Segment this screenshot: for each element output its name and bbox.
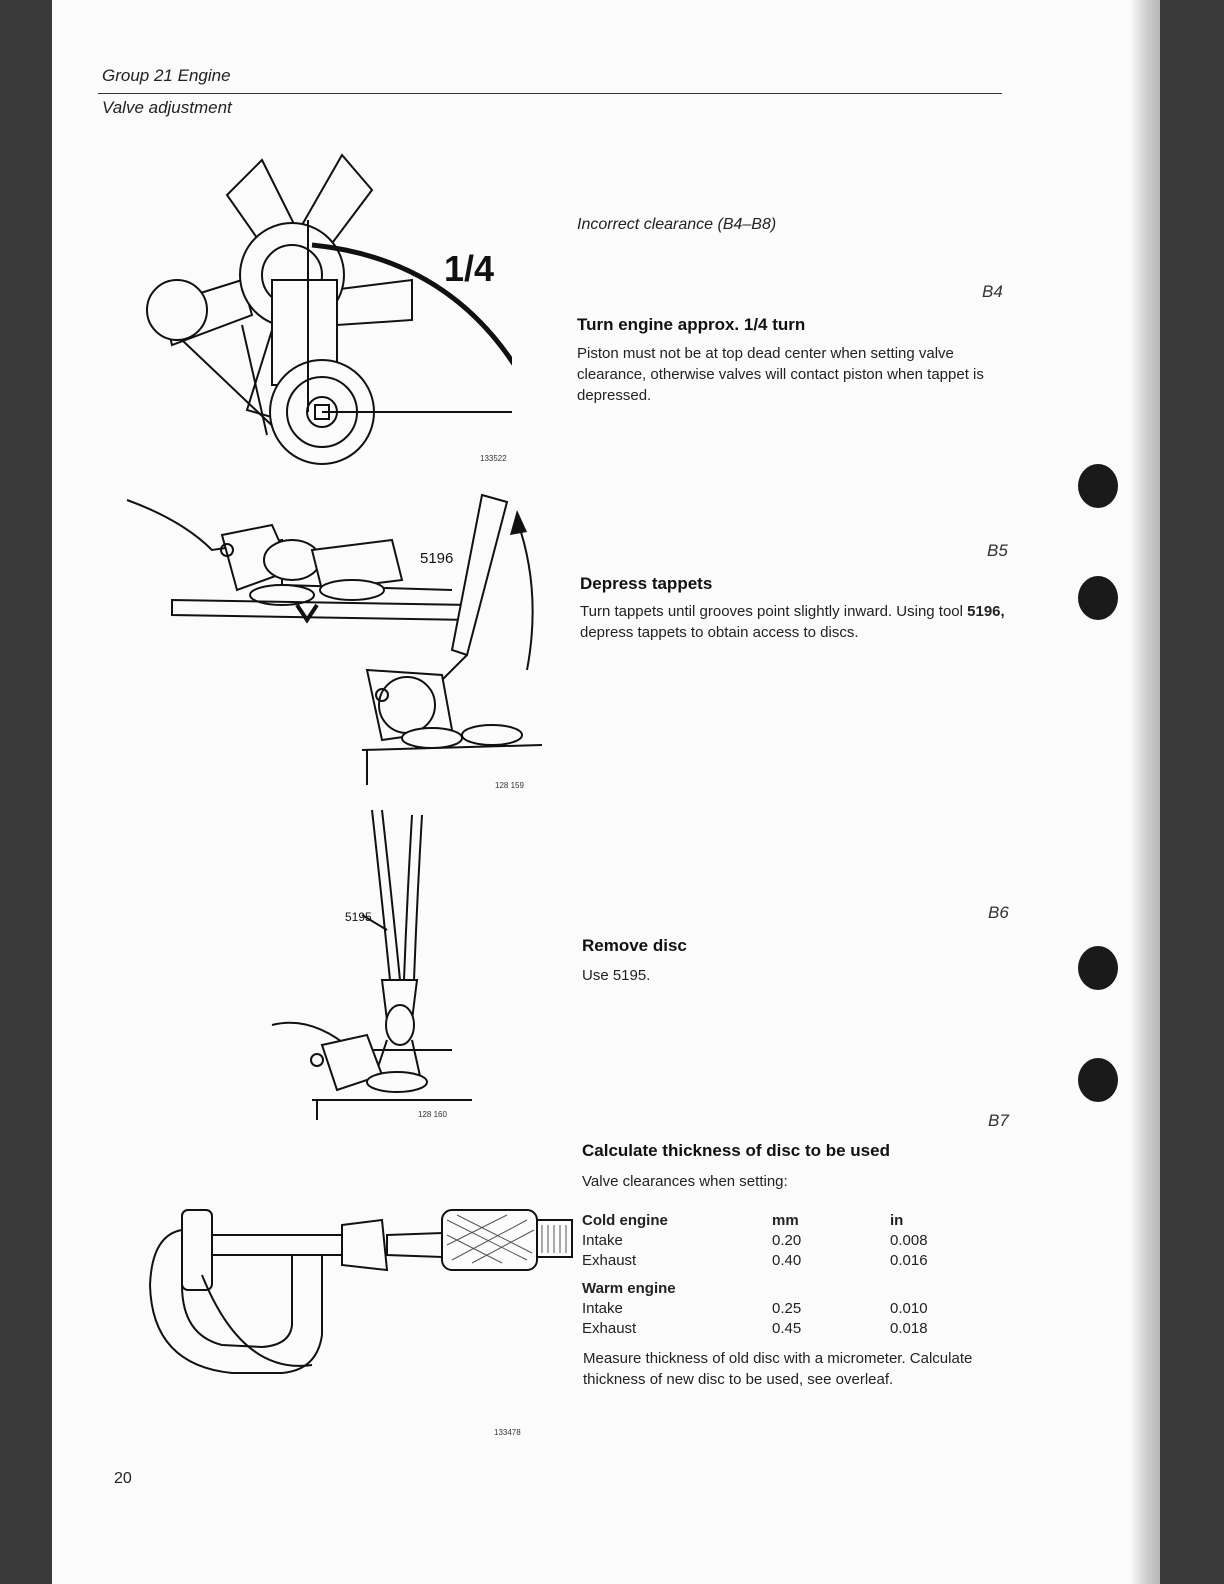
step-text-b5-part1: Turn tappets until grooves point slightly inward. Using tool (580, 603, 968, 620)
row-label: Intake (582, 1232, 623, 1249)
figure-code-b5: 128 159 (495, 781, 524, 790)
row-in: 0.016 (890, 1252, 928, 1269)
figure-code-b4: 133522 (480, 454, 507, 463)
figure-b4-fan-pulley (132, 150, 512, 470)
header-section-title: Valve adjustment (102, 98, 232, 117)
row-label: Exhaust (582, 1320, 637, 1337)
row-in: 0.018 (890, 1320, 928, 1337)
step-title-b6: Remove disc (582, 936, 687, 955)
page-edge-shadow (1130, 0, 1160, 1584)
header-group-title: Group 21 Engine (102, 66, 231, 85)
cold-engine-header: Cold engine (582, 1212, 668, 1229)
warm-header-row (582, 1280, 1002, 1300)
step-code-b6: B6 (988, 903, 1009, 922)
figure-code-b7: 133478 (494, 1428, 521, 1437)
row-mm: 0.20 (772, 1232, 802, 1249)
table-row (582, 1232, 1002, 1252)
figure-b7-micrometer (142, 1195, 582, 1385)
step-text-b5-part2: depress tappets to obtain access to discs. (580, 624, 859, 641)
step-text-b7: Valve clearances when setting: (582, 1173, 788, 1190)
row-mm: 0.25 (772, 1300, 802, 1317)
binder-hole (1078, 576, 1118, 620)
binder-hole (1078, 946, 1118, 990)
step-code-b5: B5 (987, 541, 1008, 560)
unit-mm-header: mm (772, 1212, 799, 1229)
warm-engine-header: Warm engine (582, 1280, 676, 1297)
cold-header-row (582, 1212, 1002, 1232)
header-rule (98, 93, 1002, 94)
row-label: Intake (582, 1300, 623, 1317)
step-title-b7: Calculate thickness of disc to be used (582, 1141, 890, 1160)
binder-hole (1078, 464, 1118, 508)
tool-5195-label: 5195 (345, 910, 372, 924)
figure-b6-pliers (232, 800, 472, 1120)
manual-page (52, 0, 1160, 1584)
row-mm: 0.45 (772, 1320, 802, 1337)
step-text-b6: Use 5195. (582, 967, 651, 984)
binder-hole (1078, 1058, 1118, 1102)
step-text-b5 (580, 601, 1015, 643)
tool-5196-label: 5196 (420, 550, 454, 567)
step-title-b5: Depress tappets (580, 574, 713, 593)
row-label: Exhaust (582, 1252, 637, 1269)
figure-b5-tappet-tool (122, 480, 542, 785)
table-row (582, 1252, 1002, 1272)
quarter-turn-label: 1/4 (444, 248, 495, 289)
page-number: 20 (114, 1470, 132, 1487)
table-row (582, 1320, 1002, 1340)
row-in: 0.010 (890, 1300, 928, 1317)
row-in: 0.008 (890, 1232, 928, 1249)
step-text-b4: Piston must not be at top dead center when setting valve clearance, otherwise valves will contact piston when tappet is depressed. (577, 345, 984, 404)
row-mm: 0.40 (772, 1252, 802, 1269)
unit-in-header: in (890, 1212, 904, 1229)
clearance-table (582, 1212, 1002, 1340)
tool-number-5196: 5196, (967, 603, 1005, 620)
figure-code-b6: 128 160 (418, 1110, 447, 1119)
step-note-b7: Measure thickness of old disc with a micrometer. Calculate thickness of new disc to be used, see overleaf. (583, 1350, 973, 1388)
step-code-b4: B4 (982, 282, 1003, 301)
section-intro: Incorrect clearance (B4–B8) (577, 216, 777, 233)
step-title-b4: Turn engine approx. 1/4 turn (577, 315, 806, 334)
step-code-b7: B7 (988, 1111, 1009, 1130)
table-row (582, 1300, 1002, 1320)
